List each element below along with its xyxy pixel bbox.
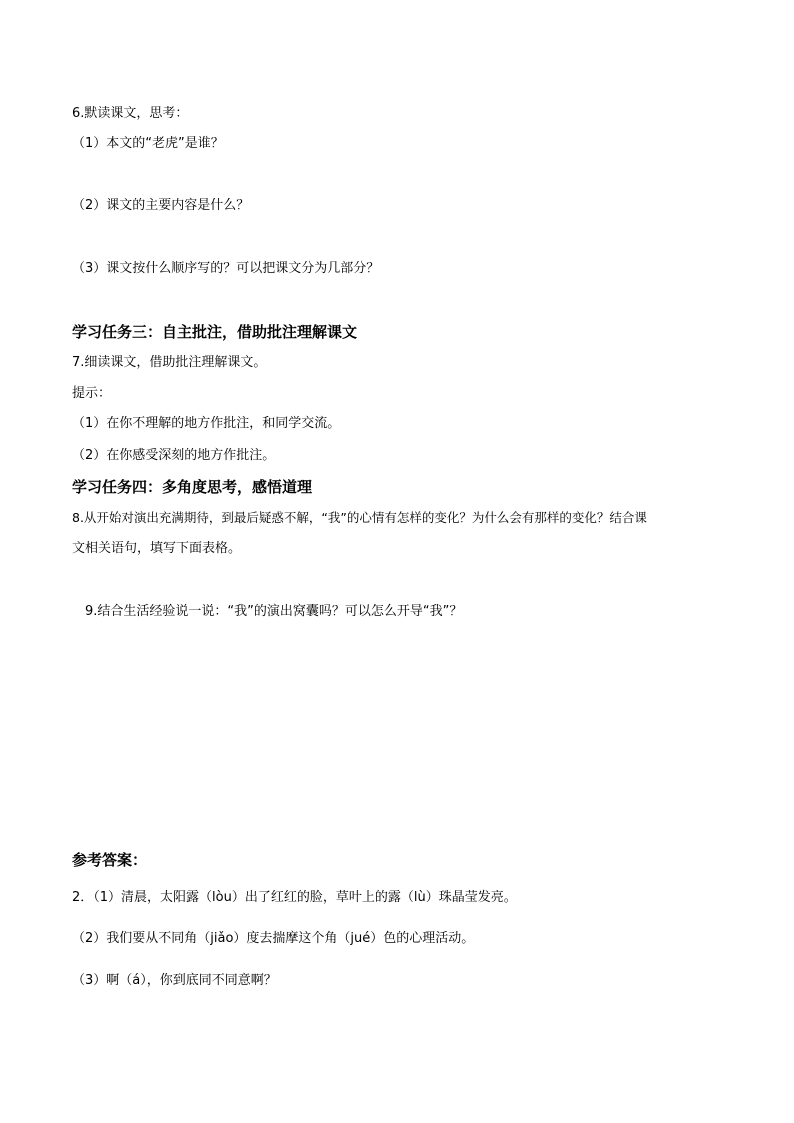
- question-6-title: 6.默读课文，思考：: [72, 106, 189, 121]
- question-6-sub-2: （2）课文的主要内容是什么？: [72, 198, 250, 213]
- question-8-line-1: 8.从开始对演出充满期待，到最后疑惑不解，“我”的心情有怎样的变化？为什么会有那样的变化？结合课: [72, 510, 647, 525]
- hint-2: （2）在你感受深刻的地方作批注。: [72, 448, 276, 463]
- question-6-sub-3: （3）课文按什么顺序写的？可以把课文分为几部分？: [72, 261, 380, 276]
- hint-1: （1）在你不理解的地方作批注，和同学交流。: [72, 416, 341, 431]
- answer-2: （2）我们要从不同角（jiǎo）度去揣摩这个角（jué）色的心理活动。: [72, 931, 475, 946]
- question-8-line-2: 文相关语句，填写下面表格。: [72, 541, 242, 556]
- hint-label: 提示：: [72, 386, 112, 401]
- answer-1: 2．（1）清晨，太阳露（lòu）出了红红的脸，草叶上的露（lù）珠晶莹发亮。: [72, 890, 517, 905]
- task-3-heading: 学习任务三：自主批注，借助批注理解课文: [72, 323, 358, 341]
- question-9: 9.结合生活经验说一说：“我”的演出窝囊吗？可以怎么开导“我”？: [85, 604, 463, 619]
- question-6-sub-1: （1）本文的“老虎”是谁？: [72, 136, 224, 151]
- answer-3: （3）啊（á），你到底同不同意啊？: [72, 973, 277, 988]
- task-4-heading: 学习任务四：多角度思考，感悟道理: [72, 478, 313, 496]
- answers-heading: 参考答案：: [72, 851, 148, 869]
- question-7: 7.细读课文，借助批注理解课文。: [72, 355, 267, 370]
